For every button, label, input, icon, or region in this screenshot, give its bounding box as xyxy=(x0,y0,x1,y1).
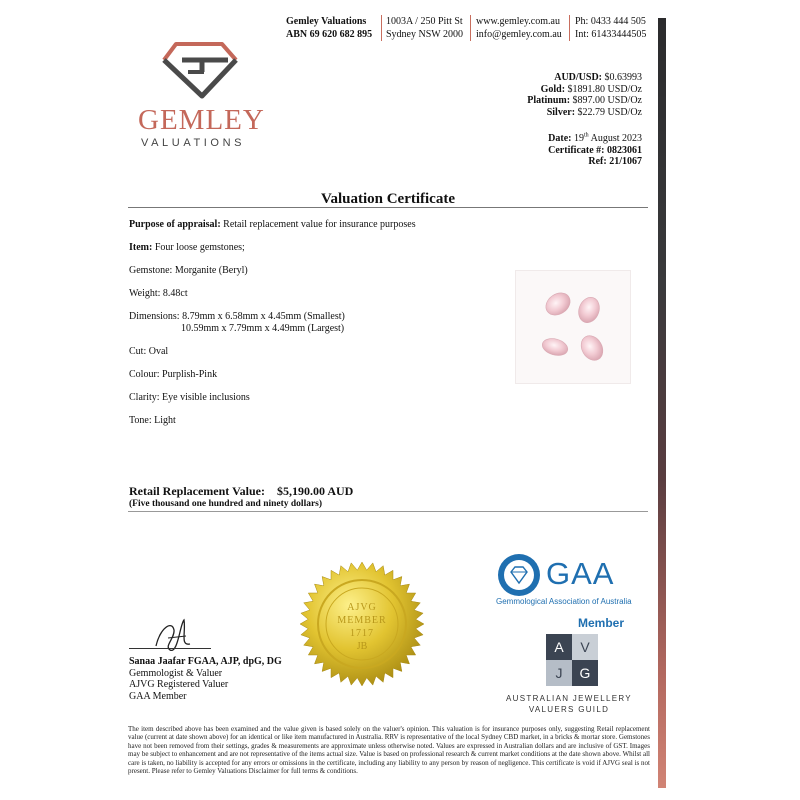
colour-field: Colour: Purplish-Pink xyxy=(129,369,218,380)
company-abn: ABN 69 620 682 895 xyxy=(286,29,373,40)
signer-role: AJVG Registered Valuer xyxy=(129,679,229,690)
header-divider xyxy=(381,15,382,41)
dimensions-field: Dimensions: 8.79mm x 6.58mm x 4.45mm (Smallest) 10.59mm x 7.79mm x 4.49mm (Largest) xyxy=(129,311,345,334)
ajvg-logo xyxy=(546,634,598,686)
ajvg-gold-seal xyxy=(298,560,426,688)
retail-value: Retail Replacement Value: $5,190.00 AUD xyxy=(129,484,354,498)
company-block xyxy=(286,15,372,41)
morganite-gems-icon xyxy=(516,271,630,383)
signer-name: Sanaa Jaafar FGAA, AJP, dpG, DG xyxy=(129,656,282,667)
web-block xyxy=(476,15,562,41)
certificate-number-row: Certificate #: 0823061 xyxy=(548,144,642,156)
weight-field: Weight: 8.48ct xyxy=(129,288,188,299)
logo-subtitle: VALUATIONS xyxy=(141,137,246,149)
ajvg-tile: J xyxy=(546,660,572,686)
seal-text: JB xyxy=(356,641,368,652)
signer-role: Gemmologist & Valuer xyxy=(129,667,223,679)
gemley-logo-icon xyxy=(158,38,242,100)
date-row: Date: 19th August 2023 xyxy=(548,132,642,144)
retail-value-words: (Five thousand one hundred and ninety dollars) xyxy=(129,499,323,509)
seal-text: 1717 xyxy=(350,628,374,639)
clarity-field: Clarity: Eye visible inclusions xyxy=(129,392,250,403)
certificate-meta xyxy=(548,133,642,168)
value-divider xyxy=(128,511,648,512)
address-line-1: 1003A / 250 Pitt St xyxy=(386,16,463,27)
ajvg-caption: AUSTRALIAN JEWELLERY VALUERS GUILD xyxy=(506,694,632,714)
ref-row: Ref: 21/1067 xyxy=(588,156,642,167)
header-divider xyxy=(569,15,570,41)
signature-line xyxy=(129,648,211,649)
market-rates xyxy=(527,72,642,118)
rate-row: Gold: $1891.80 USD/Oz xyxy=(540,83,642,95)
certificate-title: Valuation Certificate xyxy=(320,191,455,207)
item-field: Item: Four loose gemstones; xyxy=(129,242,245,253)
signer-role: GAA Member xyxy=(129,690,187,702)
decorative-side-bar xyxy=(658,18,666,788)
seal-text: AJVG xyxy=(347,602,377,613)
intl-phone-number: Int: 61433444505 xyxy=(575,29,647,40)
gaa-fullname: Gemmological Association of Australia xyxy=(496,597,632,606)
phone-number: Ph: 0433 444 505 xyxy=(575,16,646,27)
phone-block xyxy=(575,15,646,41)
address-line-2: Sydney NSW 2000 xyxy=(386,29,464,40)
purpose-field: Purpose of appraisal: Retail replacement value for insurance purposes xyxy=(129,219,416,230)
header-divider xyxy=(470,15,471,41)
gaa-wordmark: GAA xyxy=(546,556,615,591)
ajvg-tile: A xyxy=(546,634,572,660)
email-link[interactable]: info@gemley.com.au xyxy=(476,29,562,40)
rate-row: Platinum: $897.00 USD/Oz xyxy=(527,95,642,106)
cut-field: Cut: Oval xyxy=(129,346,169,357)
rate-row: Silver: $22.79 USD/Oz xyxy=(546,106,642,118)
disclaimer-text: The item described above has been examined and the value given is based solely on the valuer's opinion. This valuation is for insurance purposes only, suggesting Retail replacement value (current at date shown above) for an identical or like item manufactured in Australia. RRV is representative of the local Sydney CBD market, in a bricks & mortar store. Gemstones have not been removed from their settings, grades & measurements are approximate unless otherwise noted. Values are expressed in Australian dollars and are inclusive of GST. Images may be subject to enhancement and are not representative of the items actual size. Value is based on professional research & current market conditions at the date shown above. Whilst all care is taken, no liability is accepted for any errors or omissions in the certificate, including any liability to any person by reason of negligence. This certificate is void if AJVG seal is not present. Please refer to Gemley Valuations Disclaimer for full terms & conditions. xyxy=(128,725,650,776)
ajvg-tile: G xyxy=(572,660,598,686)
tone-field: Tone: Light xyxy=(129,415,176,426)
gemstone-photo xyxy=(515,270,631,384)
ajvg-tile: V xyxy=(572,634,598,660)
rate-row: AUD/USD: $0.63993 xyxy=(554,72,642,83)
logo-wordmark: GEMLEY xyxy=(138,104,265,136)
address-block xyxy=(386,15,463,41)
title-divider xyxy=(128,207,648,208)
seal-text: MEMBER xyxy=(337,615,387,626)
gemstone-field: Gemstone: Morganite (Beryl) xyxy=(129,265,248,276)
website-link[interactable]: www.gemley.com.au xyxy=(476,16,560,27)
gaa-emblem-icon xyxy=(496,552,542,598)
signer-block xyxy=(129,656,282,702)
company-name: Gemley Valuations xyxy=(286,16,367,27)
gaa-member-label: Member xyxy=(578,616,625,630)
